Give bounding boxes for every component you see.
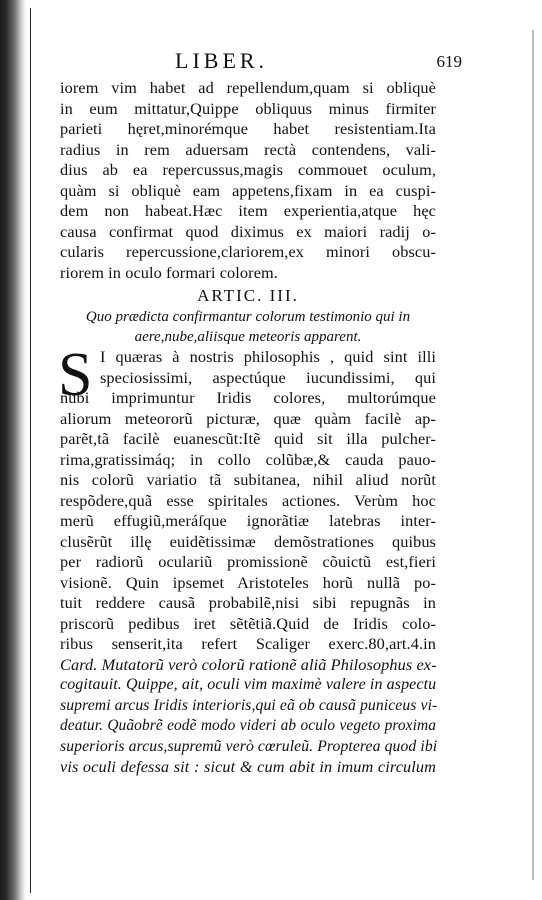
running-head: LIBER. (175, 48, 269, 73)
text-line-italic: Card. Mutatorũ verò colorũ rationẽ aliã Philosophus ex- (60, 654, 437, 674)
article-subtitle-line: aere,nube,aliisque meteoris apparent. (134, 329, 362, 345)
text-line: per radiorũ oculariũ promissionẽ cõuictũ est,fieri (60, 552, 436, 571)
text-line: dius ab ea repercussus,magis commouet oculum, (60, 160, 436, 179)
text-line-italic: supremi arcus Iridis interioris,qui eã ob causã puniceus vi- (60, 696, 438, 714)
text-line: radius in rem aduersam rectà contendens, vali- (60, 139, 436, 159)
text-line-italic: superioris arcus,supremũ verò cœruleũ. Propterea quod ibi (60, 737, 438, 755)
text-line: respõdere,quã esse spiritales actiones. Verùm hoc (60, 490, 436, 510)
right-page-edge (532, 30, 534, 880)
page-header (60, 44, 462, 74)
text-line: causa confirmat quod diximus ex maiori radij o- (60, 221, 436, 241)
text-line: quàm si obliquè eam appetens,fixam in ea cuspi- (60, 180, 436, 200)
text-line: merũ effugiũ,meráſque ignorãtiæ latebras inter- (60, 511, 436, 530)
text-line: visionẽ. Quin ipsemet Aristoteles horũ nullã po- (60, 572, 436, 592)
text-line: speciosissimi, aspectúque iucundissimi, qui (100, 367, 436, 387)
text-line: rima,gratissimáq; in collo colũbæ,& cauda pauo- (60, 449, 436, 469)
page-edge-line (30, 8, 31, 893)
text-block (60, 78, 436, 778)
text-line: aliorum meteororũ picturæ, quæ quàm facilè ap- (60, 408, 436, 428)
text-line: cularis repercussione,clariorem,ex minori obscu- (60, 242, 436, 261)
paragraph-1 (60, 78, 436, 283)
article-subtitle-line: Quo prædicta confirmantur colorum testimonio qui in (85, 309, 411, 325)
text-line: clusẽrũt illę euidẽtissimæ demõstrationes quibus (60, 531, 436, 551)
article-heading: ARTIC. III. (197, 286, 299, 305)
text-line: ribus senserit,ita refert Scaliger exerc.80,art.4.in (60, 634, 436, 653)
drop-cap: S (58, 341, 93, 409)
text-line: parẽt,tã facilè euanescũt:Itẽ quid sit illa pulcher- (60, 429, 436, 448)
text-line: in eum mittatur,Quippe obliquus minus firmiter (60, 98, 436, 118)
text-line: priscorũ pedibus iret sẽtẽtiã.Quid de Iridis colo- (60, 613, 436, 633)
page-number: 619 (436, 52, 462, 71)
text-line: dem non habeat.Hæc item experientia,atque hęc (60, 201, 436, 220)
text-line: iorem vim habet ad repellendum,quam si obliquè (60, 78, 436, 97)
text-line-italic: cogitauit. Quippe, ait, oculi vim maximè valere in aspectu (60, 676, 437, 693)
text-line: nis colorũ variatio tã subitanea, nihil aliud norũt (60, 470, 436, 489)
text-line: riorem in oculo formari colorem. (60, 262, 278, 282)
paragraph-2 (58, 341, 438, 778)
text-line: I quæras à nostris philosophis , quid sint illi (100, 347, 436, 366)
text-line: tuit reddere causã probabilẽ,nisi sibi repugnãs in (60, 593, 436, 612)
text-line: parieti hęret,minorémque habet resistentiam.Ita (60, 119, 436, 138)
text-line-italic: vis oculi defessa sit : sicut & cum abit in imum circulum (60, 757, 436, 776)
text-line-italic: deatur. Quãobrẽ eodẽ modo videri ab oculo vegeto proxima (60, 717, 436, 734)
text-line: nubi imprimuntur Iridis colores, multorúmque (60, 388, 436, 407)
binding-gutter (0, 0, 26, 900)
